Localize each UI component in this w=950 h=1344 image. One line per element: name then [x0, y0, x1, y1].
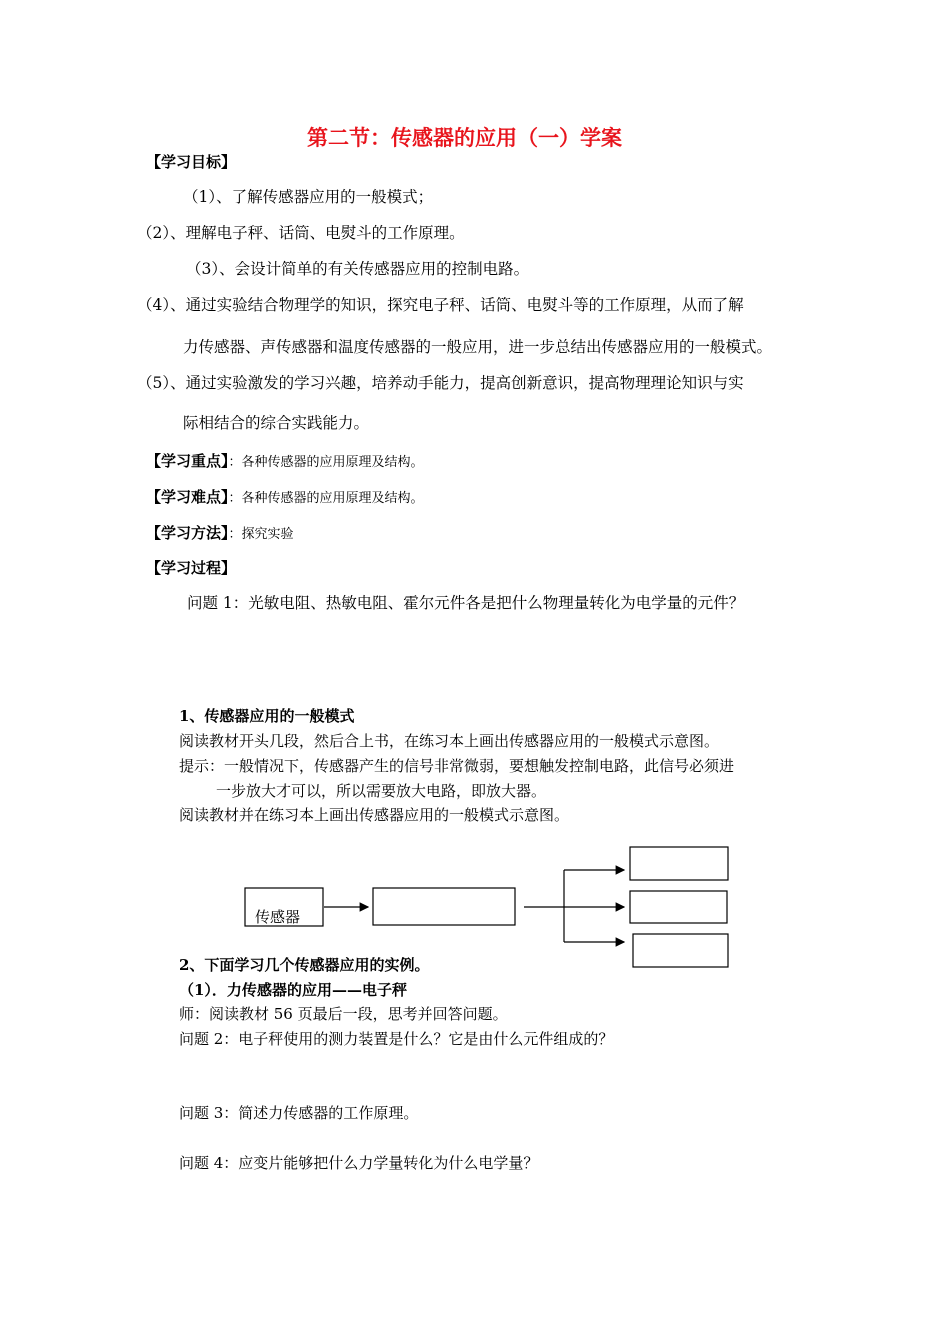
question-1: 问题 1：光敏电阻、热敏电阻、霍尔元件各是把什么物理量转化为电学量的元件？	[187, 594, 745, 612]
question-4: 问题 4：应变片能够把什么力学量转化为什么电学量？	[179, 1154, 539, 1172]
goal-item-1: （1）、了解传感器应用的一般模式；	[183, 188, 434, 206]
difficulty-label: 【学习难点】	[146, 488, 229, 506]
difficulty-text: ：各种传感器的应用原理及结构。	[228, 491, 424, 506]
goal-item-5: （5）、通过实验激发的学习兴趣，培养动手能力，提高创新意识，提高物理理论知识与实	[137, 374, 744, 392]
section1-line-1: 阅读教材开头几段，然后合上书，在练习本上画出传感器应用的一般模式示意图。	[179, 732, 720, 750]
process-heading: 【学习过程】	[146, 559, 237, 577]
goal-item-4: （4）、通过实验结合物理学的知识，探究电子秤、话筒、电熨斗等的工作原理，从而了解	[137, 296, 744, 314]
section1-line-2: 提示：一般情况下，传感器产生的信号非常微弱，要想触发控制电路，此信号必须进	[179, 757, 735, 775]
method-label: 【学习方法】	[146, 524, 229, 542]
goal-item-2: （2）、理解电子秤、话筒、电熨斗的工作原理。	[137, 224, 465, 242]
section1-line-4: 阅读教材并在练习本上画出传感器应用的一般模式示意图。	[179, 806, 570, 824]
output-box-1	[630, 847, 728, 880]
section1-line-3: 一步放大才可以，所以需要放大电路，即放大器。	[216, 782, 547, 800]
key-point-text: ：各种传感器的应用原理及结构。	[228, 455, 424, 470]
amplifier-box	[373, 888, 515, 925]
sensor-box-label: 传感器	[255, 908, 301, 926]
teacher-instruction: 师：阅读教材 56 页最后一段，思考并回答问题。	[179, 1005, 508, 1023]
goals-heading: 【学习目标】	[146, 153, 237, 171]
question-3: 问题 3：简述力传感器的工作原理。	[179, 1104, 419, 1122]
method-text: ：探究实验	[228, 527, 294, 542]
section1-heading: 1、传感器应用的一般模式	[179, 707, 355, 725]
output-box-3	[633, 934, 728, 967]
output-box-2	[630, 891, 727, 923]
goal-item-3: （3）、会设计简单的有关传感器应用的控制电路。	[186, 260, 530, 278]
section2-heading: 2、下面学习几个传感器应用的实例。	[179, 956, 430, 974]
section2-sub-heading: （1）．力传感器的应用——电子秤	[179, 981, 407, 999]
page-title: 第二节：传感器的应用（一）学案	[307, 125, 622, 150]
key-point-label: 【学习重点】	[146, 452, 229, 470]
goal-item-5-cont: 际相结合的综合实践能力。	[183, 414, 370, 432]
question-2: 问题 2：电子秤使用的测力装置是什么？它是由什么元件组成的？	[179, 1030, 614, 1048]
goal-item-4-cont: 力传感器、声传感器和温度传感器的一般应用，进一步总结出传感器应用的一般模式。	[183, 338, 773, 356]
